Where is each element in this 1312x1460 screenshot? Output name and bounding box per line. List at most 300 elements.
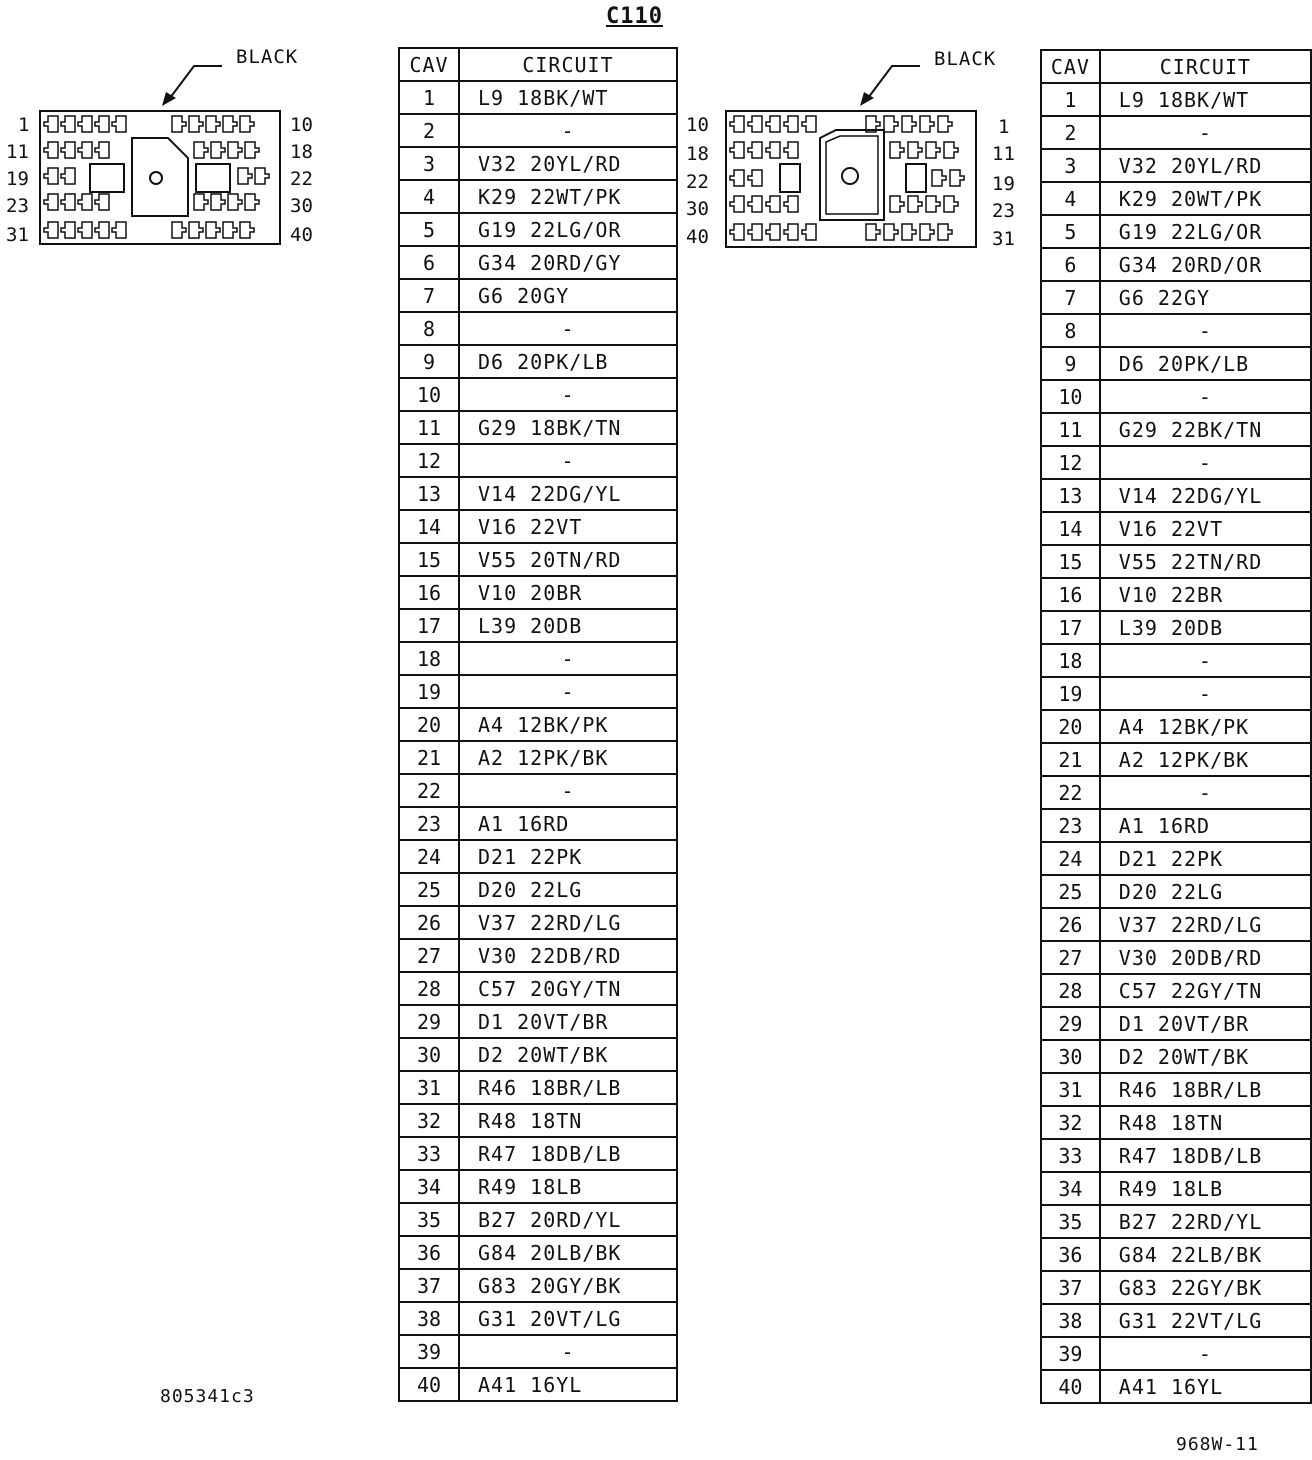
- circuit-value: A1 16RD: [459, 807, 677, 840]
- left-figure-code: 805341c3: [160, 1386, 255, 1407]
- cav-number: 39: [1041, 1337, 1100, 1370]
- table-row: [399, 1104, 677, 1137]
- cavity-icon: [748, 224, 762, 240]
- cav-number: 36: [399, 1236, 459, 1269]
- table-row: [1041, 413, 1311, 446]
- cavity-icon: [78, 142, 92, 158]
- right-figure-code: 968W-11: [1176, 1434, 1259, 1455]
- table-row: [1041, 281, 1311, 314]
- cavity-icon: [926, 142, 940, 158]
- table-row: [399, 1269, 677, 1302]
- circuit-value: -: [459, 675, 677, 708]
- cavity-icon: [112, 116, 126, 132]
- table-row: [399, 1170, 677, 1203]
- cavity-icon: [95, 142, 109, 158]
- circuit-value: -: [459, 1335, 677, 1368]
- circuit-value: V30 20DB/RD: [1100, 941, 1311, 974]
- cavity-icon: [206, 222, 220, 238]
- circuit-value: D21 22PK: [1100, 842, 1311, 875]
- cavity-icon: [784, 142, 798, 158]
- cav-number: 14: [399, 510, 459, 543]
- cavity-icon: [802, 224, 816, 240]
- cav-number: 20: [1041, 710, 1100, 743]
- cavity-icon: [902, 116, 916, 132]
- cavity-icon: [189, 222, 203, 238]
- table-row: [1041, 941, 1311, 974]
- cav-number: 17: [1041, 611, 1100, 644]
- table-row: [1041, 1139, 1311, 1172]
- table-row: [399, 477, 677, 510]
- circuit-value: V55 22TN/RD: [1100, 545, 1311, 578]
- cav-number: 9: [399, 345, 459, 378]
- table-row: [399, 741, 677, 774]
- table-row: [1041, 809, 1311, 842]
- circuit-value: R49 18LB: [1100, 1172, 1311, 1205]
- left-cavity-table: [398, 47, 678, 1402]
- cav-number: 8: [399, 312, 459, 345]
- cav-number: 6: [1041, 248, 1100, 281]
- table-row: [399, 1071, 677, 1104]
- cav-number: 32: [399, 1104, 459, 1137]
- cav-number: 25: [399, 873, 459, 906]
- right-arrow-icon: [848, 62, 928, 112]
- table-row: [1041, 908, 1311, 941]
- circuit-value: G84 20LB/BK: [459, 1236, 677, 1269]
- cavity-icon: [61, 194, 75, 210]
- table-row: [1041, 1337, 1311, 1370]
- cav-number: 27: [399, 939, 459, 972]
- cavity-icon: [44, 142, 58, 158]
- table-row: [399, 279, 677, 312]
- circuit-value: V10 22BR: [1100, 578, 1311, 611]
- cavity-icon: [784, 196, 798, 212]
- circuit-value: G6 22GY: [1100, 281, 1311, 314]
- circuit-value: L39 20DB: [1100, 611, 1311, 644]
- left-connector-color-label: BLACK: [236, 46, 299, 68]
- cav-number: 16: [1041, 578, 1100, 611]
- cavity-icon: [44, 194, 58, 210]
- cav-number: 13: [399, 477, 459, 510]
- cav-number: 20: [399, 708, 459, 741]
- table-row: [399, 972, 677, 1005]
- cav-number: 2: [1041, 116, 1100, 149]
- circuit-value: R46 18BR/LB: [1100, 1073, 1311, 1106]
- table-row: [1041, 347, 1311, 380]
- circuit-value: D21 22PK: [459, 840, 677, 873]
- cavity-icon: [766, 224, 780, 240]
- cavity-icon: [78, 222, 92, 238]
- cav-number: 3: [399, 147, 459, 180]
- cav-number: 15: [1041, 545, 1100, 578]
- circuit-value: R47 18DB/LB: [1100, 1139, 1311, 1172]
- cav-number: 30: [1041, 1040, 1100, 1073]
- circuit-value: -: [459, 774, 677, 807]
- cav-number: 39: [399, 1335, 459, 1368]
- cav-number: 38: [399, 1302, 459, 1335]
- cavity-icon: [78, 116, 92, 132]
- table-row: [1041, 776, 1311, 809]
- circuit-value: G31 22VT/LG: [1100, 1304, 1311, 1337]
- cav-header: CAV: [399, 48, 459, 81]
- circuit-value: -: [1100, 644, 1311, 677]
- cavity-icon: [245, 194, 259, 210]
- circuit-value: G84 22LB/BK: [1100, 1238, 1311, 1271]
- circuit-value: K29 20WT/PK: [1100, 182, 1311, 215]
- cavity-icon: [938, 224, 952, 240]
- cav-number: 28: [1041, 974, 1100, 1007]
- cav-number: 25: [1041, 875, 1100, 908]
- cav-number: 34: [1041, 1172, 1100, 1205]
- cavity-icon: [748, 170, 762, 186]
- right-pin-label: 10: [686, 114, 709, 136]
- circuit-value: V16 22VT: [459, 510, 677, 543]
- cavity-icon: [240, 116, 254, 132]
- right-pin-label: 23: [992, 200, 1015, 222]
- circuit-value: C57 22GY/TN: [1100, 974, 1311, 1007]
- cav-number: 19: [399, 675, 459, 708]
- cav-number: 11: [1041, 413, 1100, 446]
- right-connector-color-label: BLACK: [934, 48, 997, 70]
- cav-number: 27: [1041, 941, 1100, 974]
- cavity-icon: [194, 194, 208, 210]
- circuit-value: -: [459, 114, 677, 147]
- table-row: [1041, 1172, 1311, 1205]
- table-row: [1041, 248, 1311, 281]
- table-row: [1041, 479, 1311, 512]
- cav-number: 30: [399, 1038, 459, 1071]
- circuit-value: D2 20WT/BK: [1100, 1040, 1311, 1073]
- cavity-icon: [920, 224, 934, 240]
- cavity-icon: [189, 116, 203, 132]
- cavity-icon: [766, 116, 780, 132]
- cavity-icon: [61, 222, 75, 238]
- cav-number: 1: [1041, 83, 1100, 116]
- circuit-value: -: [459, 642, 677, 675]
- cav-number: 26: [1041, 908, 1100, 941]
- cavity-icon: [255, 168, 269, 184]
- table-row: [399, 1038, 677, 1071]
- table-row: [399, 1005, 677, 1038]
- circuit-value: G83 20GY/BK: [459, 1269, 677, 1302]
- circuit-value: D6 20PK/LB: [459, 345, 677, 378]
- cav-number: 5: [399, 213, 459, 246]
- table-row: [399, 807, 677, 840]
- cavity-icon: [730, 170, 744, 186]
- table-row: [399, 1236, 677, 1269]
- cavity-icon: [61, 116, 75, 132]
- cavity-icon: [730, 196, 744, 212]
- table-row: [1041, 710, 1311, 743]
- table-row: [399, 1335, 677, 1368]
- cavity-icon: [766, 142, 780, 158]
- table-row: [399, 81, 677, 114]
- circuit-value: -: [1100, 776, 1311, 809]
- table-row: [399, 576, 677, 609]
- cav-number: 14: [1041, 512, 1100, 545]
- cavity-icon: [223, 116, 237, 132]
- table-row: [399, 312, 677, 345]
- circuit-value: V14 22DG/YL: [459, 477, 677, 510]
- cav-number: 33: [1041, 1139, 1100, 1172]
- cavity-icon: [866, 224, 880, 240]
- table-row: [399, 246, 677, 279]
- table-row: [1041, 578, 1311, 611]
- right-pin-label: 19: [992, 173, 1015, 195]
- circuit-value: G19 22LG/OR: [1100, 215, 1311, 248]
- left-pin-label: 30: [290, 195, 313, 217]
- circuit-value: G19 22LG/OR: [459, 213, 677, 246]
- cavity-icon: [950, 170, 964, 186]
- circuit-value: G34 20RD/OR: [1100, 248, 1311, 281]
- circuit-value: A4 12BK/PK: [1100, 710, 1311, 743]
- table-row: [1041, 83, 1311, 116]
- cavity-icon: [95, 222, 109, 238]
- cav-number: 21: [399, 741, 459, 774]
- circuit-value: V55 20TN/RD: [459, 543, 677, 576]
- circuit-value: -: [1100, 446, 1311, 479]
- table-row: [1041, 314, 1311, 347]
- right-pin-label: 1: [998, 116, 1010, 138]
- circuit-value: D1 20VT/BR: [1100, 1007, 1311, 1040]
- cav-header: CAV: [1041, 50, 1100, 83]
- cavity-icon: [784, 224, 798, 240]
- cav-number: 2: [399, 114, 459, 147]
- circuit-header: CIRCUIT: [459, 48, 677, 81]
- circuit-value: G34 20RD/GY: [459, 246, 677, 279]
- circuit-value: -: [459, 378, 677, 411]
- circuit-value: R46 18BR/LB: [459, 1071, 677, 1104]
- left-connector-face: [38, 108, 284, 250]
- cavity-icon: [730, 142, 744, 158]
- cav-number: 24: [399, 840, 459, 873]
- table-header-row: [1041, 50, 1311, 83]
- circuit-value: V30 22DB/RD: [459, 939, 677, 972]
- circuit-value: V14 22DG/YL: [1100, 479, 1311, 512]
- cavity-icon: [944, 196, 958, 212]
- left-pin-label: 22: [290, 168, 313, 190]
- circuit-value: V16 22VT: [1100, 512, 1311, 545]
- cav-number: 22: [399, 774, 459, 807]
- circuit-value: -: [1100, 1337, 1311, 1370]
- table-row: [399, 642, 677, 675]
- table-row: [1041, 677, 1311, 710]
- cav-number: 12: [1041, 446, 1100, 479]
- cavity-icon: [902, 224, 916, 240]
- left-arrow-icon: [150, 62, 230, 112]
- cav-number: 4: [1041, 182, 1100, 215]
- circuit-value: A2 12PK/BK: [459, 741, 677, 774]
- cav-number: 7: [1041, 281, 1100, 314]
- table-row: [399, 873, 677, 906]
- left-pin-label: 10: [290, 114, 313, 136]
- left-pin-label: 18: [290, 141, 313, 163]
- circuit-value: -: [1100, 116, 1311, 149]
- table-row: [1041, 1304, 1311, 1337]
- right-pin-label: 11: [992, 143, 1015, 165]
- cavity-icon: [211, 194, 225, 210]
- table-row: [1041, 842, 1311, 875]
- cavity-icon: [194, 142, 208, 158]
- cavity-icon: [884, 224, 898, 240]
- circuit-value: B27 22RD/YL: [1100, 1205, 1311, 1238]
- cavity-icon: [890, 196, 904, 212]
- circuit-value: V10 20BR: [459, 576, 677, 609]
- circuit-value: A4 12BK/PK: [459, 708, 677, 741]
- cav-number: 18: [399, 642, 459, 675]
- cavity-icon: [884, 116, 898, 132]
- table-row: [1041, 1370, 1311, 1403]
- circuit-value: G29 22BK/TN: [1100, 413, 1311, 446]
- cav-number: 1: [399, 81, 459, 114]
- cavity-icon: [730, 116, 744, 132]
- circuit-value: L9 18BK/WT: [459, 81, 677, 114]
- table-row: [1041, 644, 1311, 677]
- circuit-value: -: [1100, 380, 1311, 413]
- cav-number: 24: [1041, 842, 1100, 875]
- circuit-value: B27 20RD/YL: [459, 1203, 677, 1236]
- right-pin-label: 40: [686, 226, 709, 248]
- cav-number: 36: [1041, 1238, 1100, 1271]
- circuit-value: K29 22WT/PK: [459, 180, 677, 213]
- circuit-value: G31 20VT/LG: [459, 1302, 677, 1335]
- cav-number: 32: [1041, 1106, 1100, 1139]
- circuit-value: D2 20WT/BK: [459, 1038, 677, 1071]
- circuit-value: V32 20YL/RD: [1100, 149, 1311, 182]
- cav-number: 40: [1041, 1370, 1100, 1403]
- table-row: [399, 939, 677, 972]
- cavity-icon: [44, 116, 58, 132]
- right-pin-label: 22: [686, 171, 709, 193]
- circuit-value: C57 20GY/TN: [459, 972, 677, 1005]
- cav-number: 7: [399, 279, 459, 312]
- cav-number: 31: [1041, 1073, 1100, 1106]
- table-row: [1041, 545, 1311, 578]
- table-row: [1041, 1271, 1311, 1304]
- left-pin-label: 1: [18, 114, 30, 136]
- cavity-icon: [228, 142, 242, 158]
- cav-number: 35: [1041, 1205, 1100, 1238]
- right-pin-label: 30: [686, 198, 709, 220]
- table-row: [1041, 512, 1311, 545]
- cav-number: 22: [1041, 776, 1100, 809]
- right-cavity-table: [1040, 49, 1312, 1404]
- cav-number: 35: [399, 1203, 459, 1236]
- cavity-icon: [95, 194, 109, 210]
- table-row: [1041, 215, 1311, 248]
- circuit-value: D6 20PK/LB: [1100, 347, 1311, 380]
- cav-number: 23: [399, 807, 459, 840]
- cavity-icon: [938, 116, 952, 132]
- table-row: [1041, 743, 1311, 776]
- cav-number: 11: [399, 411, 459, 444]
- table-row: [399, 543, 677, 576]
- cavity-icon: [802, 116, 816, 132]
- left-pin-label: 19: [6, 168, 29, 190]
- cavity-icon: [223, 222, 237, 238]
- table-row: [399, 1368, 677, 1401]
- table-row: [399, 675, 677, 708]
- table-row: [1041, 1007, 1311, 1040]
- cavity-icon: [206, 116, 220, 132]
- left-pin-label: 11: [6, 141, 29, 163]
- table-row: [1041, 446, 1311, 479]
- table-row: [399, 345, 677, 378]
- cavity-icon: [211, 142, 225, 158]
- cav-number: 26: [399, 906, 459, 939]
- connector-title: C110: [606, 4, 663, 29]
- cav-number: 15: [399, 543, 459, 576]
- table-row: [1041, 875, 1311, 908]
- circuit-value: -: [1100, 314, 1311, 347]
- circuit-value: G6 20GY: [459, 279, 677, 312]
- cavity-icon: [245, 142, 259, 158]
- cav-number: 23: [1041, 809, 1100, 842]
- cav-number: 10: [399, 378, 459, 411]
- cav-number: 38: [1041, 1304, 1100, 1337]
- cavity-icon: [908, 142, 922, 158]
- table-row: [399, 444, 677, 477]
- table-row: [1041, 116, 1311, 149]
- circuit-value: R49 18LB: [459, 1170, 677, 1203]
- table-row: [1041, 182, 1311, 215]
- cav-number: 31: [399, 1071, 459, 1104]
- cav-number: 33: [399, 1137, 459, 1170]
- right-connector-face: [724, 108, 980, 250]
- circuit-value: R47 18DB/LB: [459, 1137, 677, 1170]
- table-row: [399, 1137, 677, 1170]
- circuit-value: A41 16YL: [459, 1368, 677, 1401]
- cavity-icon: [112, 222, 126, 238]
- circuit-header: CIRCUIT: [1100, 50, 1311, 83]
- cavity-icon: [748, 116, 762, 132]
- cav-number: 37: [1041, 1271, 1100, 1304]
- cav-number: 9: [1041, 347, 1100, 380]
- cavity-icon: [228, 194, 242, 210]
- cav-number: 17: [399, 609, 459, 642]
- table-row: [1041, 380, 1311, 413]
- table-row: [1041, 1106, 1311, 1139]
- cavity-icon: [926, 196, 940, 212]
- cavity-icon: [730, 224, 744, 240]
- table-row: [1041, 1205, 1311, 1238]
- cav-number: 13: [1041, 479, 1100, 512]
- cavity-icon: [44, 222, 58, 238]
- circuit-value: A1 16RD: [1100, 809, 1311, 842]
- table-row: [399, 411, 677, 444]
- cavity-icon: [890, 142, 904, 158]
- circuit-value: D20 22LG: [1100, 875, 1311, 908]
- cavity-icon: [748, 142, 762, 158]
- right-pin-label: 31: [992, 228, 1015, 250]
- circuit-value: A41 16YL: [1100, 1370, 1311, 1403]
- cavity-icon: [240, 222, 254, 238]
- table-row: [399, 213, 677, 246]
- circuit-value: D1 20VT/BR: [459, 1005, 677, 1038]
- left-pin-label: 23: [6, 195, 29, 217]
- table-row: [399, 180, 677, 213]
- cavity-icon: [238, 168, 252, 184]
- circuit-value: V37 22RD/LG: [459, 906, 677, 939]
- circuit-value: G83 22GY/BK: [1100, 1271, 1311, 1304]
- cav-number: 10: [1041, 380, 1100, 413]
- circuit-value: A2 12PK/BK: [1100, 743, 1311, 776]
- cav-number: 4: [399, 180, 459, 213]
- cav-number: 29: [1041, 1007, 1100, 1040]
- cav-number: 40: [399, 1368, 459, 1401]
- circuit-value: V37 22RD/LG: [1100, 908, 1311, 941]
- circuit-value: R48 18TN: [459, 1104, 677, 1137]
- left-pin-label: 40: [290, 224, 313, 246]
